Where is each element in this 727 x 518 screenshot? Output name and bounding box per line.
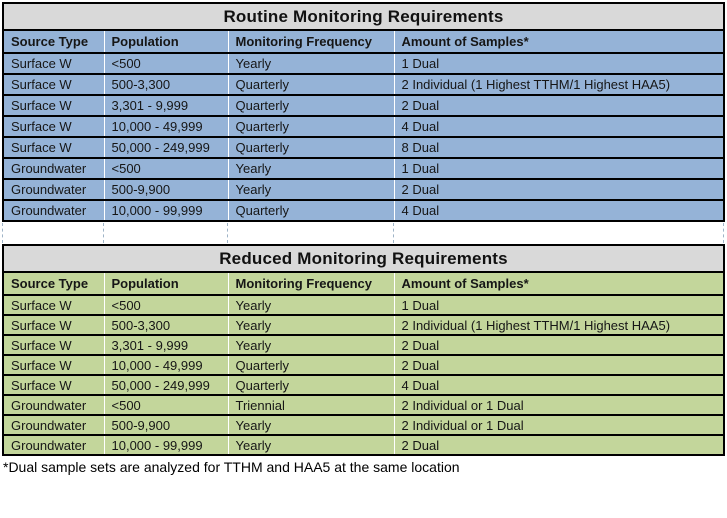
- cell-source-type: Surface W: [3, 137, 104, 158]
- column-header-monitoring-frequency: Monitoring Frequency: [228, 273, 394, 295]
- cell-source-type: Surface W: [3, 116, 104, 137]
- column-header-monitoring-frequency: Monitoring Frequency: [228, 31, 394, 53]
- column-header-population: Population: [104, 31, 228, 53]
- cell-source-type: Surface W: [3, 375, 104, 395]
- cell-amount-of-samples: 2 Individual or 1 Dual: [394, 395, 724, 415]
- cell-monitoring-frequency: Triennial: [228, 395, 394, 415]
- cell-amount-of-samples: 1 Dual: [394, 295, 724, 315]
- cell-monitoring-frequency: Yearly: [228, 315, 394, 335]
- cell-population: 10,000 - 49,999: [104, 355, 228, 375]
- cell-source-type: Groundwater: [3, 158, 104, 179]
- cell-amount-of-samples: 8 Dual: [394, 137, 724, 158]
- cell-population: 500-9,900: [104, 415, 228, 435]
- cell-amount-of-samples: 2 Individual or 1 Dual: [394, 415, 724, 435]
- cell-amount-of-samples: 2 Individual (1 Highest TTHM/1 Highest HAA5): [394, 74, 724, 95]
- cell-amount-of-samples: 1 Dual: [394, 158, 724, 179]
- cell-monitoring-frequency: Yearly: [228, 53, 394, 74]
- table-row: [3, 53, 724, 74]
- table-row: [3, 179, 724, 200]
- table-row: [3, 116, 724, 137]
- cell-population: <500: [104, 53, 228, 74]
- table-row: [3, 435, 724, 455]
- gridline: [2, 223, 3, 243]
- cell-source-type: Surface W: [3, 295, 104, 315]
- cell-source-type: Surface W: [3, 315, 104, 335]
- requirements-table: [2, 31, 725, 222]
- cell-source-type: Groundwater: [3, 179, 104, 200]
- cell-amount-of-samples: 2 Dual: [394, 355, 724, 375]
- cell-population: 3,301 - 9,999: [104, 335, 228, 355]
- footnote-text: *Dual sample sets are analyzed for TTHM and HAA5 at the same location: [3, 459, 460, 475]
- table-row: [3, 315, 724, 335]
- gridline: [393, 223, 394, 243]
- cell-monitoring-frequency: Yearly: [228, 435, 394, 455]
- table-row: [3, 375, 724, 395]
- cell-monitoring-frequency: Yearly: [228, 335, 394, 355]
- cell-source-type: Surface W: [3, 95, 104, 116]
- cell-population: 10,000 - 99,999: [104, 200, 228, 221]
- cell-source-type: Groundwater: [3, 435, 104, 455]
- cell-amount-of-samples: 2 Dual: [394, 95, 724, 116]
- column-header-population: Population: [104, 273, 228, 295]
- cell-amount-of-samples: 2 Individual (1 Highest TTHM/1 Highest HAA5): [394, 315, 724, 335]
- requirements-table: [2, 273, 725, 456]
- cell-amount-of-samples: 2 Dual: [394, 179, 724, 200]
- cell-population: 10,000 - 49,999: [104, 116, 228, 137]
- cell-monitoring-frequency: Quarterly: [228, 200, 394, 221]
- cell-amount-of-samples: 4 Dual: [394, 116, 724, 137]
- cell-population: 50,000 - 249,999: [104, 137, 228, 158]
- table-body: [3, 295, 724, 455]
- monitoring-requirements-sheet: [2, 0, 725, 475]
- cell-monitoring-frequency: Quarterly: [228, 95, 394, 116]
- cell-population: 500-3,300: [104, 315, 228, 335]
- column-header-source-type: Source Type: [3, 31, 104, 53]
- cell-population: 500-3,300: [104, 74, 228, 95]
- gridline: [227, 223, 228, 243]
- gridline: [723, 223, 724, 243]
- cell-monitoring-frequency: Yearly: [228, 415, 394, 435]
- cell-amount-of-samples: 1 Dual: [394, 53, 724, 74]
- cell-monitoring-frequency: Quarterly: [228, 74, 394, 95]
- table-title: Reduced Monitoring Requirements: [2, 244, 725, 273]
- reduced-monitoring-table: [2, 244, 725, 456]
- cell-population: 50,000 - 249,999: [104, 375, 228, 395]
- table-body: [3, 53, 724, 221]
- table-header-row: [3, 31, 724, 53]
- cell-source-type: Surface W: [3, 335, 104, 355]
- cell-source-type: Groundwater: [3, 200, 104, 221]
- worksheet-gap: [2, 222, 725, 244]
- cell-amount-of-samples: 4 Dual: [394, 200, 724, 221]
- cell-monitoring-frequency: Quarterly: [228, 137, 394, 158]
- cell-monitoring-frequency: Quarterly: [228, 375, 394, 395]
- table-row: [3, 335, 724, 355]
- table-row: [3, 95, 724, 116]
- cell-monitoring-frequency: Quarterly: [228, 355, 394, 375]
- table-header-row: [3, 273, 724, 295]
- gridline: [103, 223, 104, 243]
- table-row: [3, 137, 724, 158]
- table-title: Routine Monitoring Requirements: [2, 2, 725, 31]
- cell-population: <500: [104, 158, 228, 179]
- cell-population: <500: [104, 395, 228, 415]
- column-header-source-type: Source Type: [3, 273, 104, 295]
- cell-source-type: Surface W: [3, 53, 104, 74]
- table-row: [3, 395, 724, 415]
- cell-source-type: Groundwater: [3, 395, 104, 415]
- cell-population: 10,000 - 99,999: [104, 435, 228, 455]
- cell-source-type: Groundwater: [3, 415, 104, 435]
- column-header-amount-of-samples: Amount of Samples*: [394, 273, 724, 295]
- table-row: [3, 295, 724, 315]
- cell-population: 500-9,900: [104, 179, 228, 200]
- cell-source-type: Surface W: [3, 355, 104, 375]
- routine-monitoring-table: [2, 2, 725, 222]
- cell-monitoring-frequency: Quarterly: [228, 116, 394, 137]
- cell-amount-of-samples: 4 Dual: [394, 375, 724, 395]
- cell-source-type: Surface W: [3, 74, 104, 95]
- column-header-amount-of-samples: Amount of Samples*: [394, 31, 724, 53]
- table-row: [3, 355, 724, 375]
- table-row: [3, 158, 724, 179]
- cell-amount-of-samples: 2 Dual: [394, 335, 724, 355]
- cell-population: <500: [104, 295, 228, 315]
- table-row: [3, 200, 724, 221]
- cell-population: 3,301 - 9,999: [104, 95, 228, 116]
- table-row: [3, 74, 724, 95]
- cell-monitoring-frequency: Yearly: [228, 295, 394, 315]
- cell-monitoring-frequency: Yearly: [228, 158, 394, 179]
- cell-amount-of-samples: 2 Dual: [394, 435, 724, 455]
- cell-monitoring-frequency: Yearly: [228, 179, 394, 200]
- table-row: [3, 415, 724, 435]
